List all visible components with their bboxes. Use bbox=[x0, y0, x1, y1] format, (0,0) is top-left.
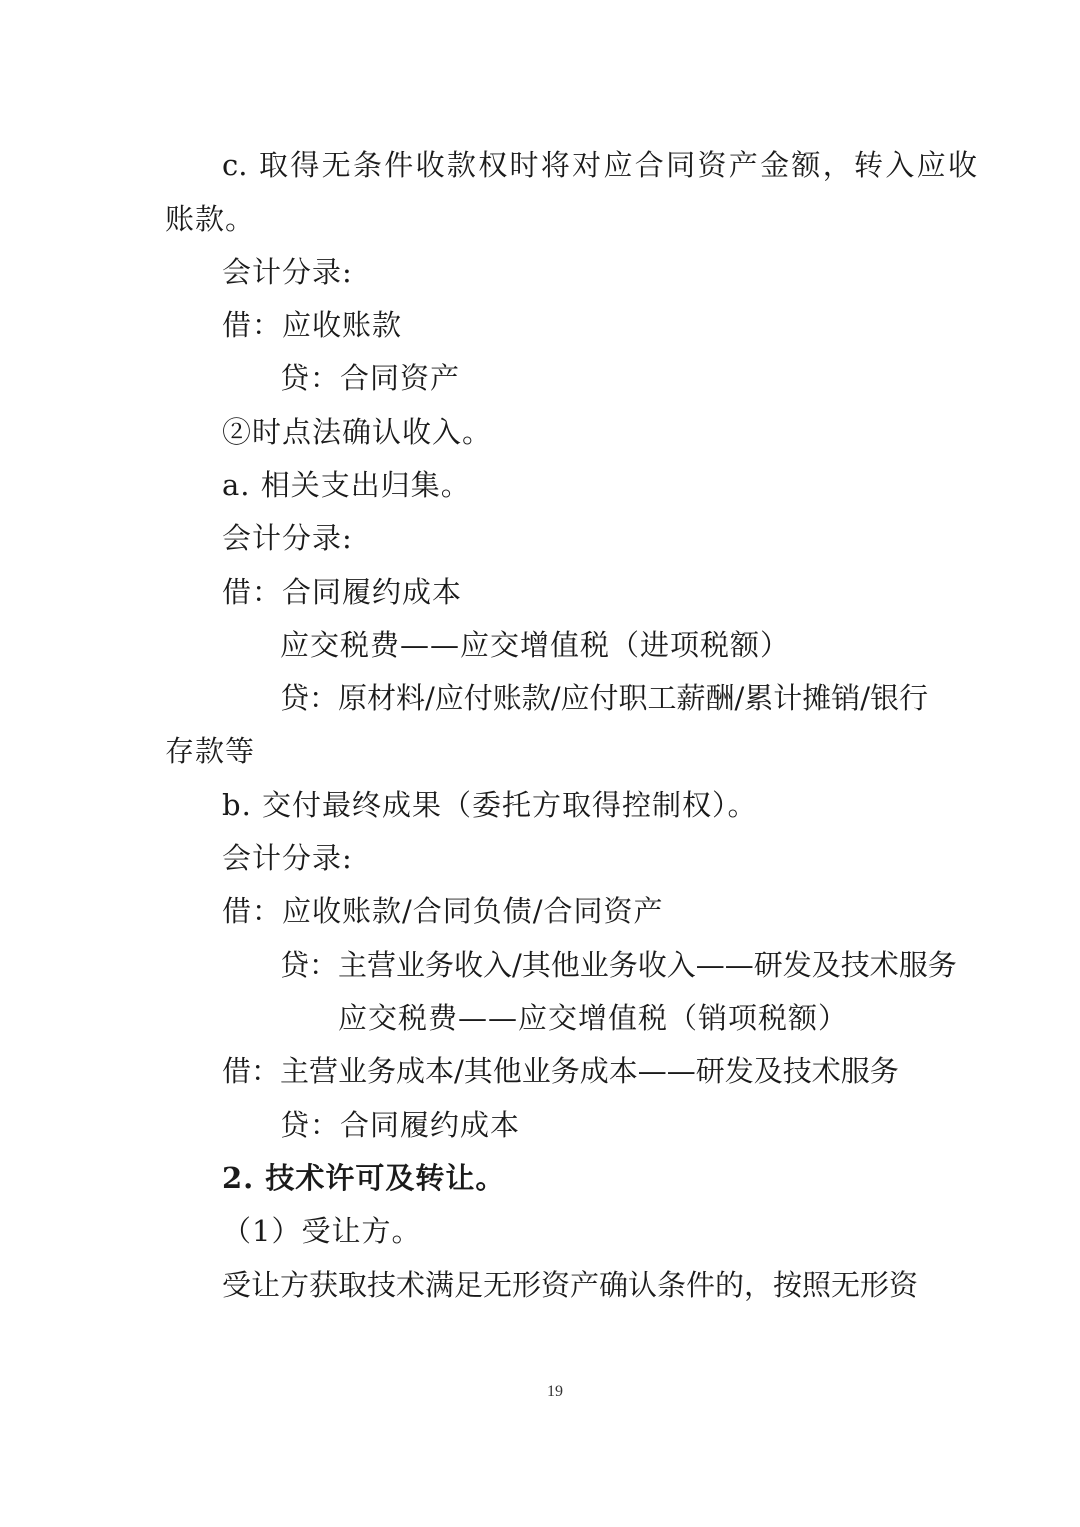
page-number: 19 bbox=[547, 1383, 563, 1400]
text-line: （1）受让方。 bbox=[222, 1214, 422, 1248]
text-line: a. 相关支出归集。 bbox=[222, 468, 471, 502]
section-heading: 2. 技术许可及转让。 bbox=[222, 1161, 506, 1195]
text-line: 借：应收账款/合同负债/合同资产 bbox=[222, 894, 664, 928]
text-line: c. 取得无条件收款权时将对应合同资产金额，转入应收 bbox=[222, 148, 977, 182]
text-line: 贷：原材料/应付账款/应付职工薪酬/累计摊销/银行 bbox=[280, 681, 929, 715]
text-line: 借：主营业务成本/其他业务成本——研发及技术服务 bbox=[222, 1054, 899, 1088]
text-line: 借：合同履约成本 bbox=[222, 575, 463, 609]
text-line: 受让方获取技术满足无形资产确认条件的，按照无形资 bbox=[222, 1268, 919, 1302]
text-line: 会计分录: bbox=[222, 255, 353, 289]
text-line: 存款等 bbox=[165, 734, 256, 768]
text-line: ②时点法确认收入。 bbox=[222, 415, 493, 449]
text-line: 贷：主营业务收入/其他业务收入——研发及技术服务 bbox=[280, 948, 957, 982]
text-line: 应交税费——应交增值税（销项税额） bbox=[338, 1001, 849, 1035]
text-line: 贷：合同资产 bbox=[280, 361, 461, 395]
text-line: 会计分录: bbox=[222, 841, 353, 875]
text-line: b. 交付最终成果（委托方取得控制权）。 bbox=[222, 788, 758, 822]
text-line: 借：应收账款 bbox=[222, 308, 403, 342]
text-line: 会计分录: bbox=[222, 521, 353, 555]
text-line: 账款。 bbox=[165, 202, 256, 236]
text-line: 应交税费——应交增值税（进项税额） bbox=[280, 628, 791, 662]
text-line: 贷：合同履约成本 bbox=[280, 1108, 521, 1142]
